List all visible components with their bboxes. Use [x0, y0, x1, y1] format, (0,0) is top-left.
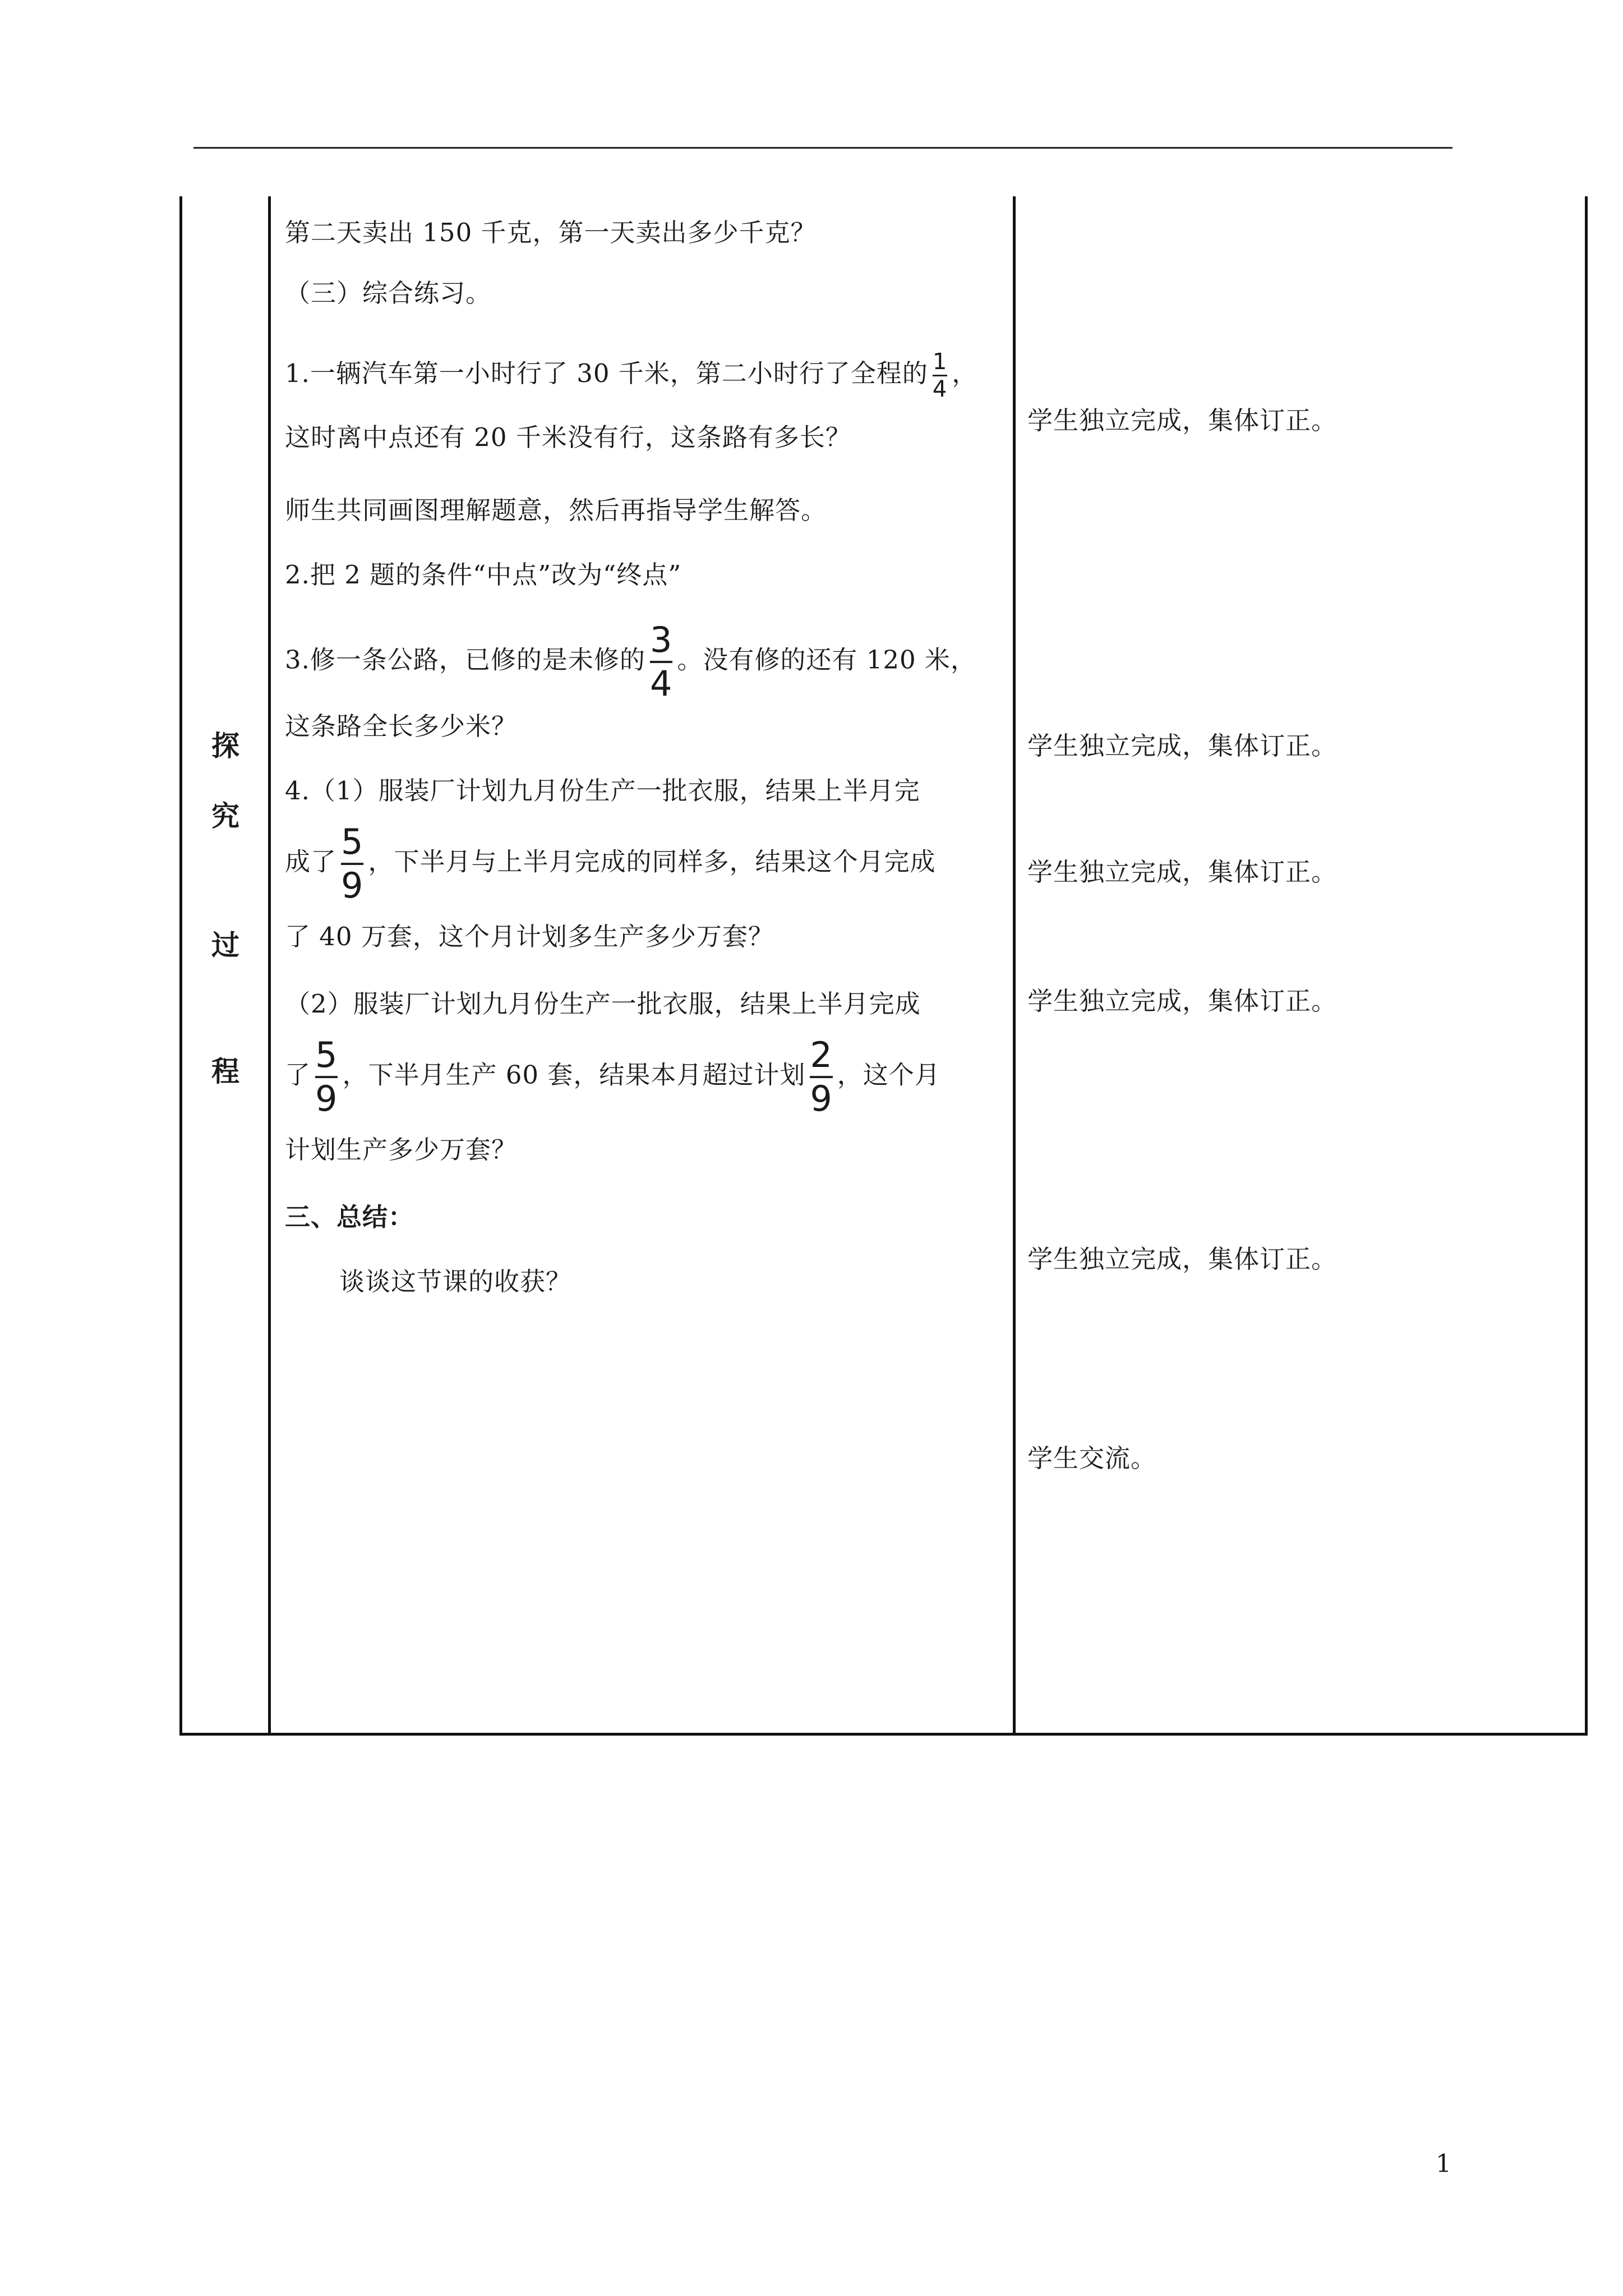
- question-4-2-line2: 了 $\frac{5}{9}$ ，下半月生产 60 套，结果本月超过计划 $\frac{2}{9}$ ，这个月: [285, 1034, 940, 1119]
- content-line: （三）综合练习。: [285, 278, 492, 308]
- section-label-char: 探: [211, 729, 239, 762]
- content-line: 这条路全长多少米？: [285, 711, 518, 741]
- question-4-1-line2: 成了 $\frac{5}{9}$ ，下半月与上半月完成的同样多，结果这个月完成: [285, 821, 936, 906]
- content-line: 第二天卖出 150 千克，第一天卖出多少千克？: [285, 218, 817, 247]
- fraction: $\frac{1}{4}$: [932, 349, 948, 402]
- content-line: 这时离中点还有 20 千米没有行，这条路有多长？: [285, 422, 851, 452]
- table-border-right: [1585, 196, 1588, 1736]
- activity-note: 学生独立完成，集体订正。: [1027, 986, 1338, 1016]
- question-1: 1.一辆汽车第一小时行了 30 千米，第二小时行了全程的 $\frac{1}{4}$ ，: [285, 349, 978, 402]
- fraction: $\frac{3}{4}$: [649, 619, 673, 704]
- table-border-left: [179, 196, 182, 1736]
- summary-question: 谈谈这节课的收获？: [339, 1267, 572, 1296]
- activity-note: 学生独立完成，集体订正。: [1027, 406, 1338, 435]
- question-4-2: （2）服装厂计划九月份生产一批衣服，结果上半月完成: [285, 989, 921, 1019]
- content-line: 了 40 万套，这个月计划多生产多少万套？: [285, 922, 774, 951]
- header-rule: [193, 147, 1453, 149]
- content-line: 计划生产多少万套？: [285, 1135, 518, 1165]
- section-label-char: 过: [211, 928, 239, 961]
- fraction: $\frac{5}{9}$: [315, 1034, 338, 1119]
- table-border-bottom: [179, 1733, 1588, 1736]
- content-line: 师生共同画图理解题意，然后再指导学生解答。: [285, 495, 827, 525]
- fraction: $\frac{5}{9}$: [341, 821, 364, 906]
- activity-note: 学生独立完成，集体订正。: [1027, 731, 1338, 761]
- question-2: 2.把 2 题的条件“中点”改为“终点”: [285, 560, 682, 590]
- fraction: $\frac{2}{9}$: [810, 1034, 833, 1119]
- summary-title: 三、总结：: [285, 1202, 414, 1232]
- table-border-col2: [1013, 196, 1016, 1736]
- section-label-char: 程: [211, 1055, 239, 1088]
- section-label-char: 究: [211, 799, 239, 832]
- page-number: 1: [1436, 2150, 1451, 2178]
- activity-note: 学生独立完成，集体订正。: [1027, 1244, 1338, 1274]
- table-border-col1: [268, 196, 271, 1736]
- activity-note: 学生独立完成，集体订正。: [1027, 857, 1338, 887]
- question-3: 3.修一条公路，已修的是未修的 $\frac{3}{4}$ 。没有修的还有 120 米，: [285, 619, 976, 704]
- activity-note: 学生交流。: [1027, 1443, 1157, 1473]
- question-4-1: 4.（1）服装厂计划九月份生产一批衣服，结果上半月完: [285, 776, 920, 806]
